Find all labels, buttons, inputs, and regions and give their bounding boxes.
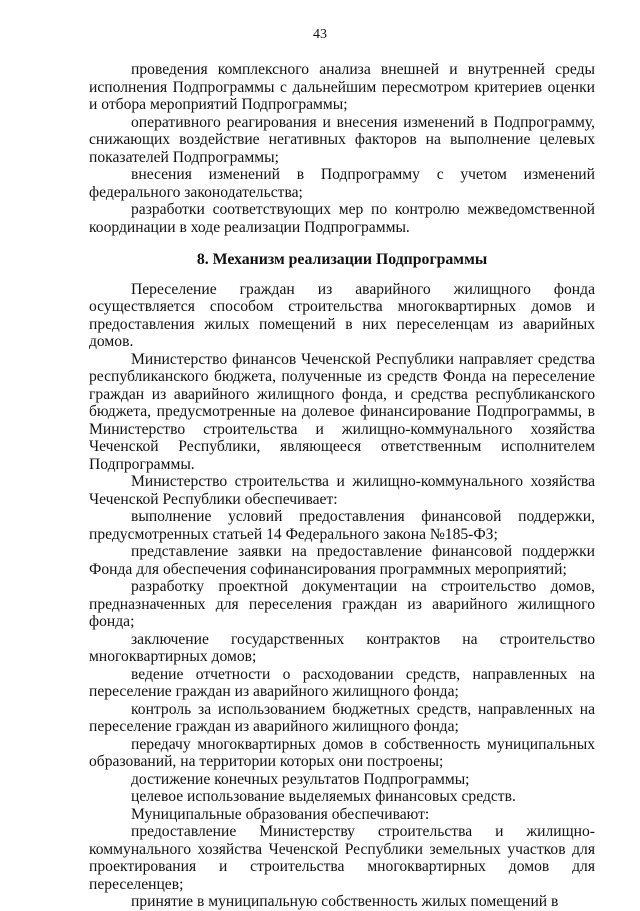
document-body xyxy=(89,61,595,911)
body-paragraph: Переселение граждан из аварийного жилищного фонда осуществляется способом строительства многоквартирных домов и предоставления жилых помещений в них переселенцам из аварийных домов. xyxy=(89,280,595,350)
intro-paragraph: проведения комплексного анализа внешней и внутренней среды исполнения Подпрограммы с дальнейшим пересмотром критериев оценки и отбора мероприятий Подпрограммы; xyxy=(89,61,595,113)
intro-paragraph: разработки соответствующих мер по контролю межведомственной координации в ходе реализации Подпрограммы. xyxy=(89,201,595,236)
list-item: передачу многоквартирных домов в собственность муниципальных образований, на территории которых они построены; xyxy=(89,735,595,770)
list-item: разработку проектной документации на строительство домов, предназначенных для переселения граждан из аварийного жилищного фонда; xyxy=(89,578,595,630)
body-paragraph: Министерство строительства и жилищно-коммунального хозяйства Чеченской Республики обеспечивает: xyxy=(89,473,595,508)
page-number: 43 xyxy=(313,27,327,42)
list-item: принятие в муниципальную собственность жилых помещений в xyxy=(131,893,559,910)
list-item: контроль за использованием бюджетных средств, направленных на переселение граждан из аварийного жилищного фонда; xyxy=(89,700,595,735)
list-item: заключение государственных контрактов на строительство многоквартирных домов; xyxy=(89,630,595,665)
section-title: 8. Механизм реализации Подпрограммы xyxy=(196,251,488,268)
list-item: ведение отчетности о расходовании средств, направленных на переселение граждан из аварийного жилищного фонда; xyxy=(89,665,595,700)
list-item: предоставление Министерству строительства и жилищно-коммунального хозяйства Чеченской Республики земельных участков для проектирования и строительства многоквартирных домов для переселенцев; xyxy=(89,823,595,893)
intro-paragraph: внесения изменений в Подпрограмму с учетом изменений федерального законодательства; xyxy=(89,166,595,201)
list-item: целевое использование выделяемых финансовых средств. xyxy=(131,788,516,805)
intro-paragraph: оперативного реагирования и внесения изменений в Подпрограмму, снижающих воздействие негативных факторов на выполнение целевых показателей Подпрограммы; xyxy=(89,113,595,166)
body-paragraph: Муниципальные образования обеспечивают: xyxy=(131,805,430,823)
list-item: достижение конечных результатов Подпрограммы; xyxy=(131,770,470,788)
body-paragraph: Министерство финансов Чеченской Республики направляет средства республиканского бюджета, полученные из средств Фонда на переселение граждан из аварийного жилищного фонда, и средства республиканского бюджета, предусмотренные на долевое финансирование Подпрограммы, в Министерство строительства и жилищно-коммунального хозяйства Чеченской Республики, являющееся ответственным исполнителем Подпрограммы. xyxy=(89,350,595,473)
list-item: представление заявки на предоставление финансовой поддержки Фонда для обеспечения софинансирования программных мероприятий; xyxy=(89,543,595,578)
list-item: выполнение условий предоставления финансовой поддержки, предусмотренных статьей 14 Федерального закона №185-ФЗ; xyxy=(89,508,595,543)
